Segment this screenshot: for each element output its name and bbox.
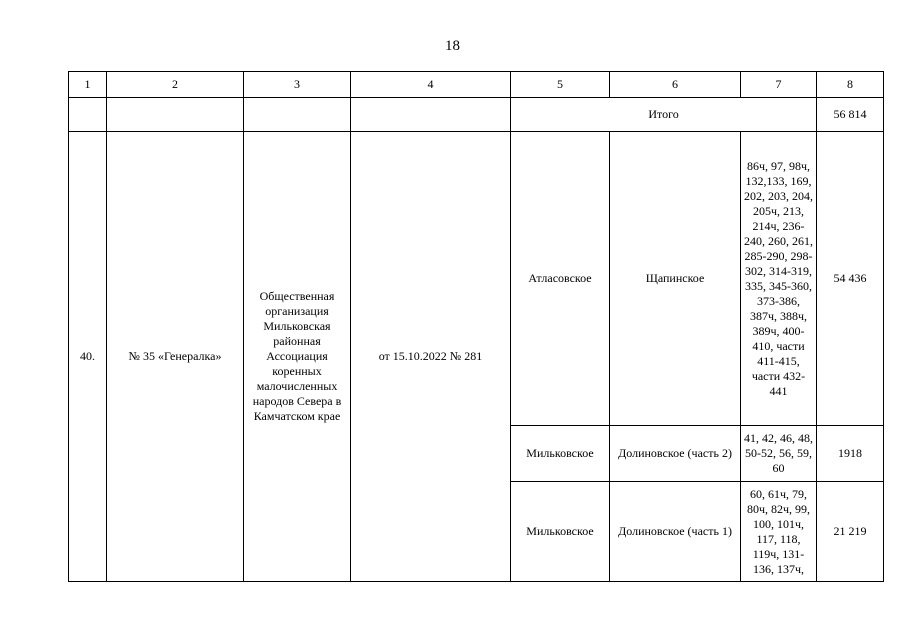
header-row bbox=[69, 72, 884, 98]
entry-document: от 15.10.2022 № 281 bbox=[351, 132, 511, 582]
area-cell: 1918 bbox=[817, 426, 884, 482]
entry-row-1 bbox=[69, 132, 884, 426]
header-cell-5: 5 bbox=[511, 72, 610, 98]
header-cell-6: 6 bbox=[610, 72, 741, 98]
header-cell-2: 2 bbox=[107, 72, 244, 98]
entry-number: 40. bbox=[69, 132, 107, 582]
settlement-cell: Мильковское bbox=[511, 426, 610, 482]
settlement-cell: Атласовское bbox=[511, 132, 610, 426]
entry-organization: Общественная организация Мильковская районная Ассоциация коренных малочисленных народов Севера в Камчатском крае bbox=[244, 132, 351, 582]
quarters-cell: 41, 42, 46, 48, 50-52, 56, 59, 60 bbox=[741, 426, 817, 482]
total-value: 56 814 bbox=[817, 98, 884, 132]
page-number: 18 bbox=[445, 38, 460, 54]
quarters-cell: 86ч, 97, 98ч, 132,133, 169, 202, 203, 204, 205ч, 213, 214ч, 236-240, 260, 261, 285-290, 298-302, 314-319, 335, 345-360, 373-386, 387ч, 388ч, 389ч, 400-410, части 411-415, части 432-441 bbox=[741, 132, 817, 426]
total-row bbox=[69, 98, 884, 132]
area-cell: 54 436 bbox=[817, 132, 884, 426]
empty-cell bbox=[244, 98, 351, 132]
area-cell: 21 219 bbox=[817, 482, 884, 582]
entry-name: № 35 «Генералка» bbox=[107, 132, 244, 582]
header-cell-4: 4 bbox=[351, 72, 511, 98]
forestry-cell: Долиновское (часть 2) bbox=[610, 426, 741, 482]
total-label: Итого bbox=[511, 98, 817, 132]
header-cell-1: 1 bbox=[69, 72, 107, 98]
empty-cell bbox=[107, 98, 244, 132]
document-table bbox=[68, 71, 884, 582]
header-cell-7: 7 bbox=[741, 72, 817, 98]
header-cell-8: 8 bbox=[817, 72, 884, 98]
forestry-cell: Долиновское (часть 1) bbox=[610, 482, 741, 582]
empty-cell bbox=[351, 98, 511, 132]
header-cell-3: 3 bbox=[244, 72, 351, 98]
quarters-cell: 60, 61ч, 79, 80ч, 82ч, 99, 100, 101ч, 117, 118, 119ч, 131-136, 137ч, bbox=[741, 482, 817, 582]
forestry-cell: Щапинское bbox=[610, 132, 741, 426]
settlement-cell: Мильковское bbox=[511, 482, 610, 582]
empty-cell bbox=[69, 98, 107, 132]
